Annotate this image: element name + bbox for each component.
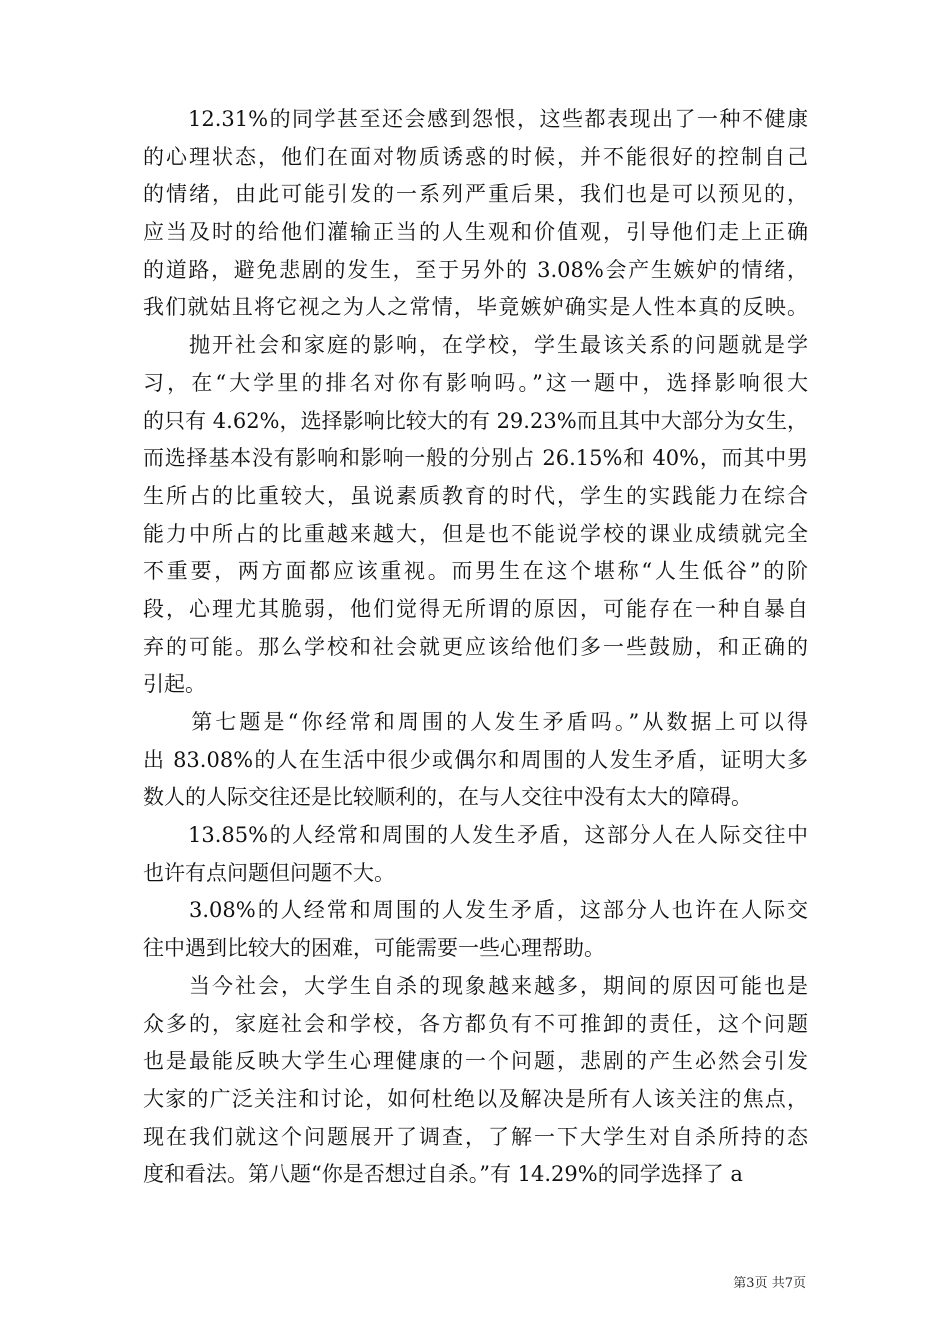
current-page-number: 3 (746, 1276, 755, 1291)
total-pages-number: 7 (784, 1276, 793, 1291)
page-footer (733, 1276, 806, 1292)
document-body (143, 101, 808, 1194)
footer-prefix: 第 (733, 1276, 747, 1291)
text-line: 3.08%的人经常和周围的人发生矛盾，这部分人也许在人际交 (143, 898, 808, 923)
text-line: 的心理状态，他们在面对物质诱惑的时候，并不能很好的控制自己 (143, 144, 808, 169)
text-line: 抛开社会和家庭的影响，在学校，学生最该关系的问题就是学 (143, 333, 808, 358)
text-line: 12.31%的同学甚至还会感到怨恨，这些都表现出了一种不健康 (143, 107, 808, 131)
text-line: 生所占的比重较大，虽说素质教育的时代，学生的实践能力在综合 (143, 483, 808, 508)
text-line: 第七题是“你经常和周围的人发生矛盾吗。”从数据上可以得 (143, 710, 808, 734)
text-line: 也是最能反映大学生心理健康的一个问题，悲剧的产生必然会引发 (143, 1049, 808, 1074)
text-line: 度和看法。第八题“你是否想过自杀。”有 14.29%的同学选择了 a (143, 1162, 743, 1187)
text-line: 弃的可能。那么学校和社会就更应该给他们多一些鼓励，和正确的 (143, 634, 808, 659)
footer-middle: 页 共 (754, 1276, 785, 1291)
text-line: 出 83.08%的人在生活中很少或偶尔和周围的人发生矛盾，证明大多 (143, 747, 808, 772)
paragraph-4 (143, 817, 808, 892)
text-line: 现在我们就这个问题展开了调查，了解一下大学生对自杀所持的态 (143, 1124, 808, 1149)
text-line: 往中遇到比较大的困难，可能需要一些心理帮助。 (143, 936, 605, 961)
paragraph-2 (143, 327, 808, 704)
text-line: 习，在“大学里的排名对你有影响吗。”这一题中，选择影响很大 (143, 370, 808, 395)
text-line: 数人的人际交往还是比较顺利的，在与人交往中没有太大的障碍。 (143, 785, 752, 810)
text-line: 应当及时的给他们灌输正当的人生观和价值观，引导他们走上正确 (143, 220, 808, 245)
text-line: 而选择基本没有影响和影响一般的分别占 26.15%和 40%，而其中男 (143, 446, 808, 471)
text-line: 众多的，家庭社会和学校，各方都负有不可推卸的责任，这个问题 (143, 1011, 808, 1036)
text-line: 引起。 (143, 672, 206, 697)
text-line: 的道路，避免悲剧的发生，至于另外的 3.08%会产生嫉妒的情绪， (143, 257, 808, 282)
text-line: 也许有点问题但问题不大。 (143, 860, 395, 885)
text-line: 不重要，两方面都应该重视。而男生在这个堪称“人生低谷”的阶 (143, 559, 808, 584)
text-line: 段，心理尤其脆弱，他们觉得无所谓的原因，可能存在一种自暴自 (143, 596, 808, 621)
text-line: 大家的广泛关注和讨论，如何杜绝以及解决是所有人该关注的焦点， (143, 1086, 808, 1111)
paragraph-1 (143, 101, 808, 327)
text-line: 的只有 4.62%，选择影响比较大的有 29.23%而且其中大部分为女生， (143, 408, 808, 433)
paragraph-3 (143, 704, 808, 817)
text-line: 能力中所占的比重越来越大，但是也不能说学校的课业成绩就完全 (143, 521, 808, 546)
text-line: 当今社会，大学生自杀的现象越来越多，期间的原因可能也是 (143, 973, 808, 998)
paragraph-6 (143, 968, 808, 1194)
text-line: 我们就姑且将它视之为人之常情，毕竟嫉妒确实是人性本真的反映。 (143, 295, 808, 320)
text-line: 13.85%的人经常和周围的人发生矛盾，这部分人在人际交往中 (143, 823, 808, 848)
text-line: 的情绪，由此可能引发的一系列严重后果，我们也是可以预见的， (143, 182, 808, 207)
footer-suffix: 页 (792, 1276, 806, 1291)
paragraph-5 (143, 892, 808, 967)
